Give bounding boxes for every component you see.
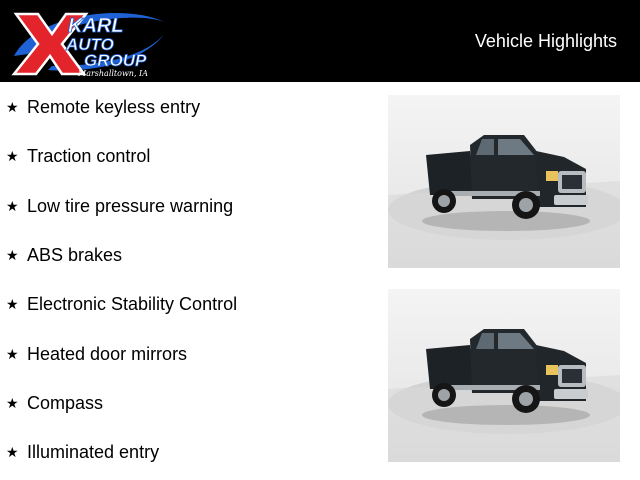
logo-line2: AUTO — [66, 35, 114, 54]
karl-auto-group-logo[interactable] — [8, 4, 170, 78]
star-icon: ★ — [6, 444, 19, 460]
star-icon: ★ — [6, 198, 19, 214]
star-icon: ★ — [6, 346, 19, 362]
logo-line1: KARL — [68, 15, 124, 37]
list-item — [6, 388, 103, 418]
highlight-label: Remote keyless entry — [27, 97, 201, 117]
star-icon: ★ — [6, 99, 19, 115]
logo-line3: GROUP — [84, 51, 147, 70]
page-title: Vehicle Highlights — [474, 31, 617, 51]
header-bar — [0, 0, 640, 82]
highlight-label: Illuminated entry — [27, 442, 160, 462]
highlight-label: ABS brakes — [27, 245, 123, 265]
highlight-label: Heated door mirrors — [27, 344, 188, 364]
highlight-label: Traction control — [27, 146, 151, 166]
highlight-label: Low tire pressure warning — [27, 196, 234, 216]
star-icon: ★ — [6, 395, 19, 411]
list-item — [6, 289, 237, 319]
list-item — [6, 141, 150, 171]
list-item — [6, 437, 159, 467]
highlight-label: Electronic Stability Control — [27, 294, 238, 314]
vehicle-photo-1[interactable] — [388, 95, 620, 268]
star-icon: ★ — [6, 247, 19, 263]
list-item — [6, 191, 233, 221]
logo-tagline: Marshalltown, IA — [78, 69, 148, 78]
vehicle-photo-2[interactable] — [388, 289, 620, 462]
highlight-label: Compass — [27, 393, 104, 413]
list-item — [6, 92, 200, 122]
star-icon: ★ — [6, 296, 19, 312]
list-item — [6, 339, 187, 369]
star-icon: ★ — [6, 148, 19, 164]
list-item — [6, 240, 122, 270]
